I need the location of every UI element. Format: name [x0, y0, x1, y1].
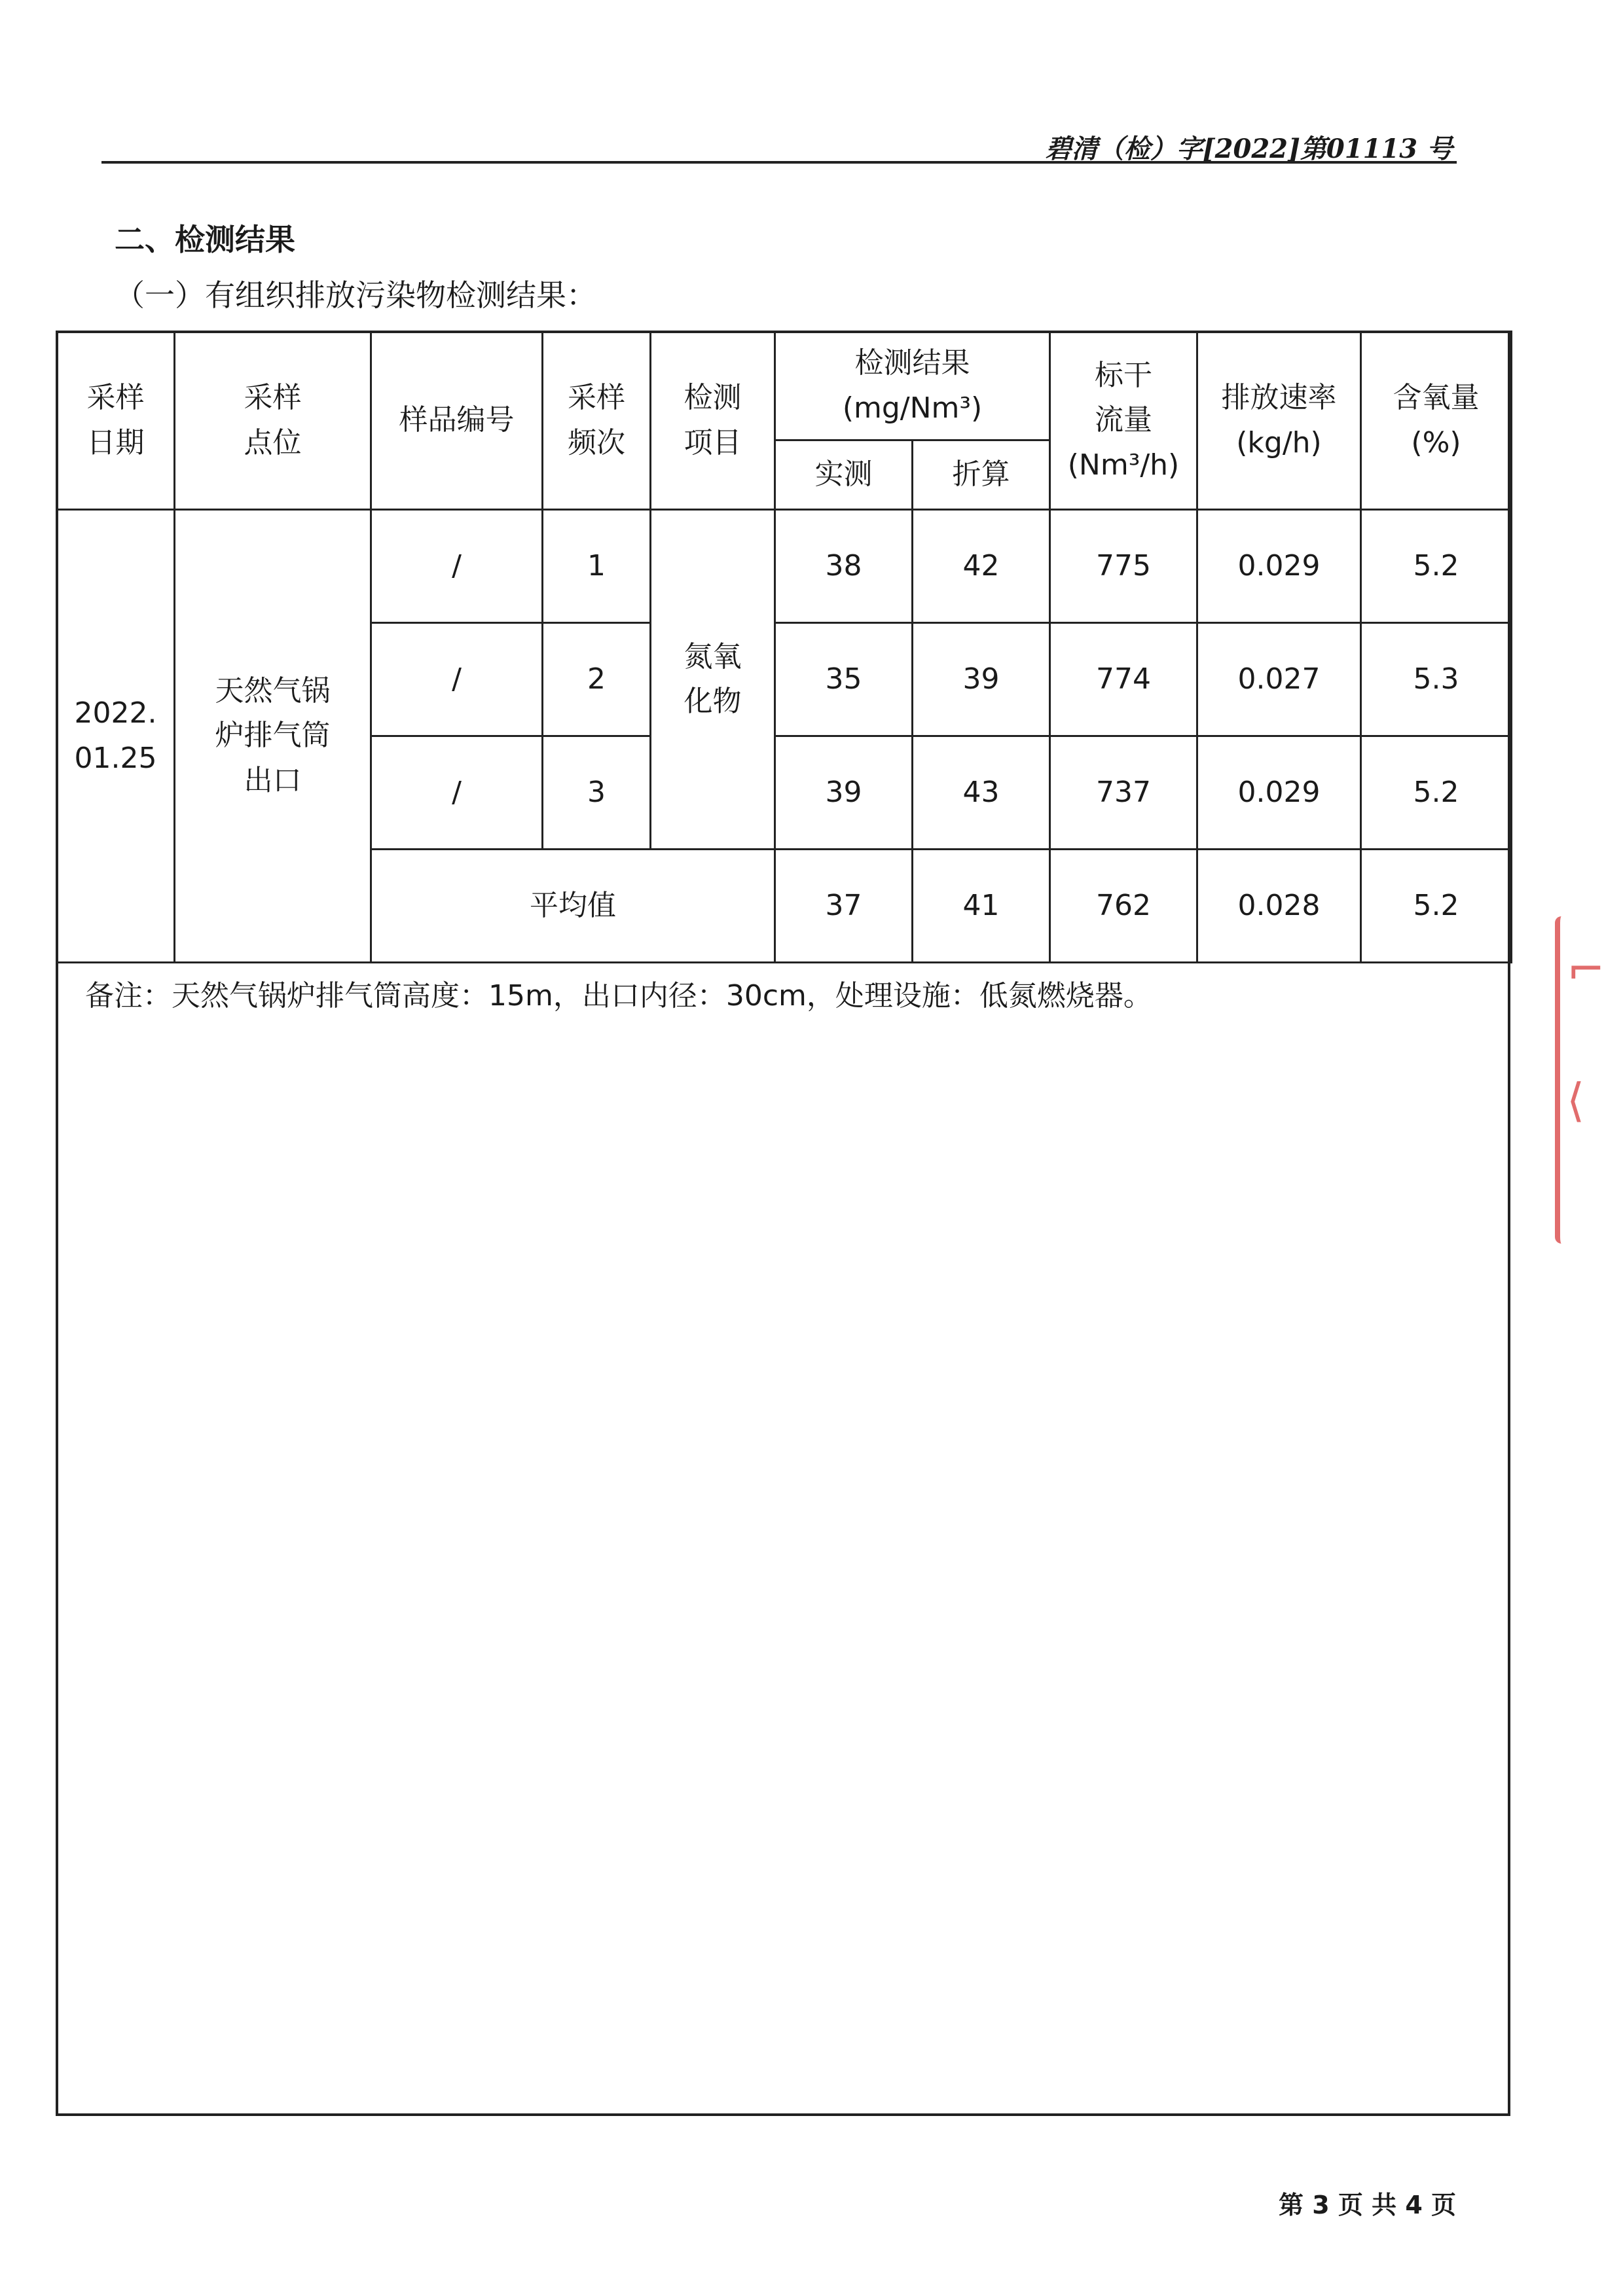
rate: 0.029: [1197, 510, 1361, 623]
average-measured: 37: [775, 850, 913, 963]
header-result-group: 检测结果 (mg/Nm³): [775, 332, 1050, 440]
sampling-date: 2022. 01.25: [57, 510, 175, 963]
header-location: 采样 点位: [175, 332, 371, 510]
stamp-mark: ⟨: [1567, 1073, 1585, 1127]
average-flow: 762: [1050, 850, 1197, 963]
flow: 737: [1050, 736, 1197, 850]
converted: 39: [913, 623, 1050, 736]
measured: 35: [775, 623, 913, 736]
table-row: [57, 510, 1512, 623]
report-number: 碧清（检）字[2022]第01113 号: [1045, 134, 1453, 164]
header-measured: 实测: [775, 440, 913, 510]
results-table: [56, 331, 1512, 963]
flow: 774: [1050, 623, 1197, 736]
flow: 775: [1050, 510, 1197, 623]
measured: 39: [775, 736, 913, 850]
header-sample-no: 样品编号: [371, 332, 543, 510]
oxygen: 5.2: [1361, 736, 1512, 850]
header-frequency: 采样 频次: [543, 332, 651, 510]
header-date: 采样 日期: [57, 332, 175, 510]
rate: 0.029: [1197, 736, 1361, 850]
page-number: 第 3 页 共 4 页: [1278, 2191, 1456, 2219]
subsection-title: （一）有组织排放污染物检测结果：: [115, 278, 596, 313]
stamp-mark: ⌐: [1567, 942, 1605, 996]
measured: 38: [775, 510, 913, 623]
frequency: 2: [543, 623, 651, 736]
sample-no: /: [371, 510, 543, 623]
test-item: 氮氧 化物: [651, 510, 775, 850]
average-label: 平均值: [371, 850, 775, 963]
sampling-location: 天然气锅 炉排气筒 出口: [175, 510, 371, 963]
remark: 备注：天然气锅炉排气筒高度：15m，出口内径：30cm，处理设施：低氮燃烧器。: [85, 979, 1152, 1013]
frequency: 1: [543, 510, 651, 623]
oxygen: 5.2: [1361, 510, 1512, 623]
rate: 0.027: [1197, 623, 1361, 736]
sample-no: /: [371, 623, 543, 736]
converted: 43: [913, 736, 1050, 850]
header-converted: 折算: [913, 440, 1050, 510]
header-oxygen: 含氧量 (%): [1361, 332, 1512, 510]
header-flow: 标干 流量 (Nm³/h): [1050, 332, 1197, 510]
converted: 42: [913, 510, 1050, 623]
frequency: 3: [543, 736, 651, 850]
section-title: 二、检测结果: [115, 222, 295, 257]
average-oxygen: 5.2: [1361, 850, 1512, 963]
average-converted: 41: [913, 850, 1050, 963]
header-rate: 排放速率 (kg/h): [1197, 332, 1361, 510]
header-rule: [101, 161, 1457, 164]
average-rate: 0.028: [1197, 850, 1361, 963]
header-item: 检测 项目: [651, 332, 775, 510]
sample-no: /: [371, 736, 543, 850]
oxygen: 5.3: [1361, 623, 1512, 736]
